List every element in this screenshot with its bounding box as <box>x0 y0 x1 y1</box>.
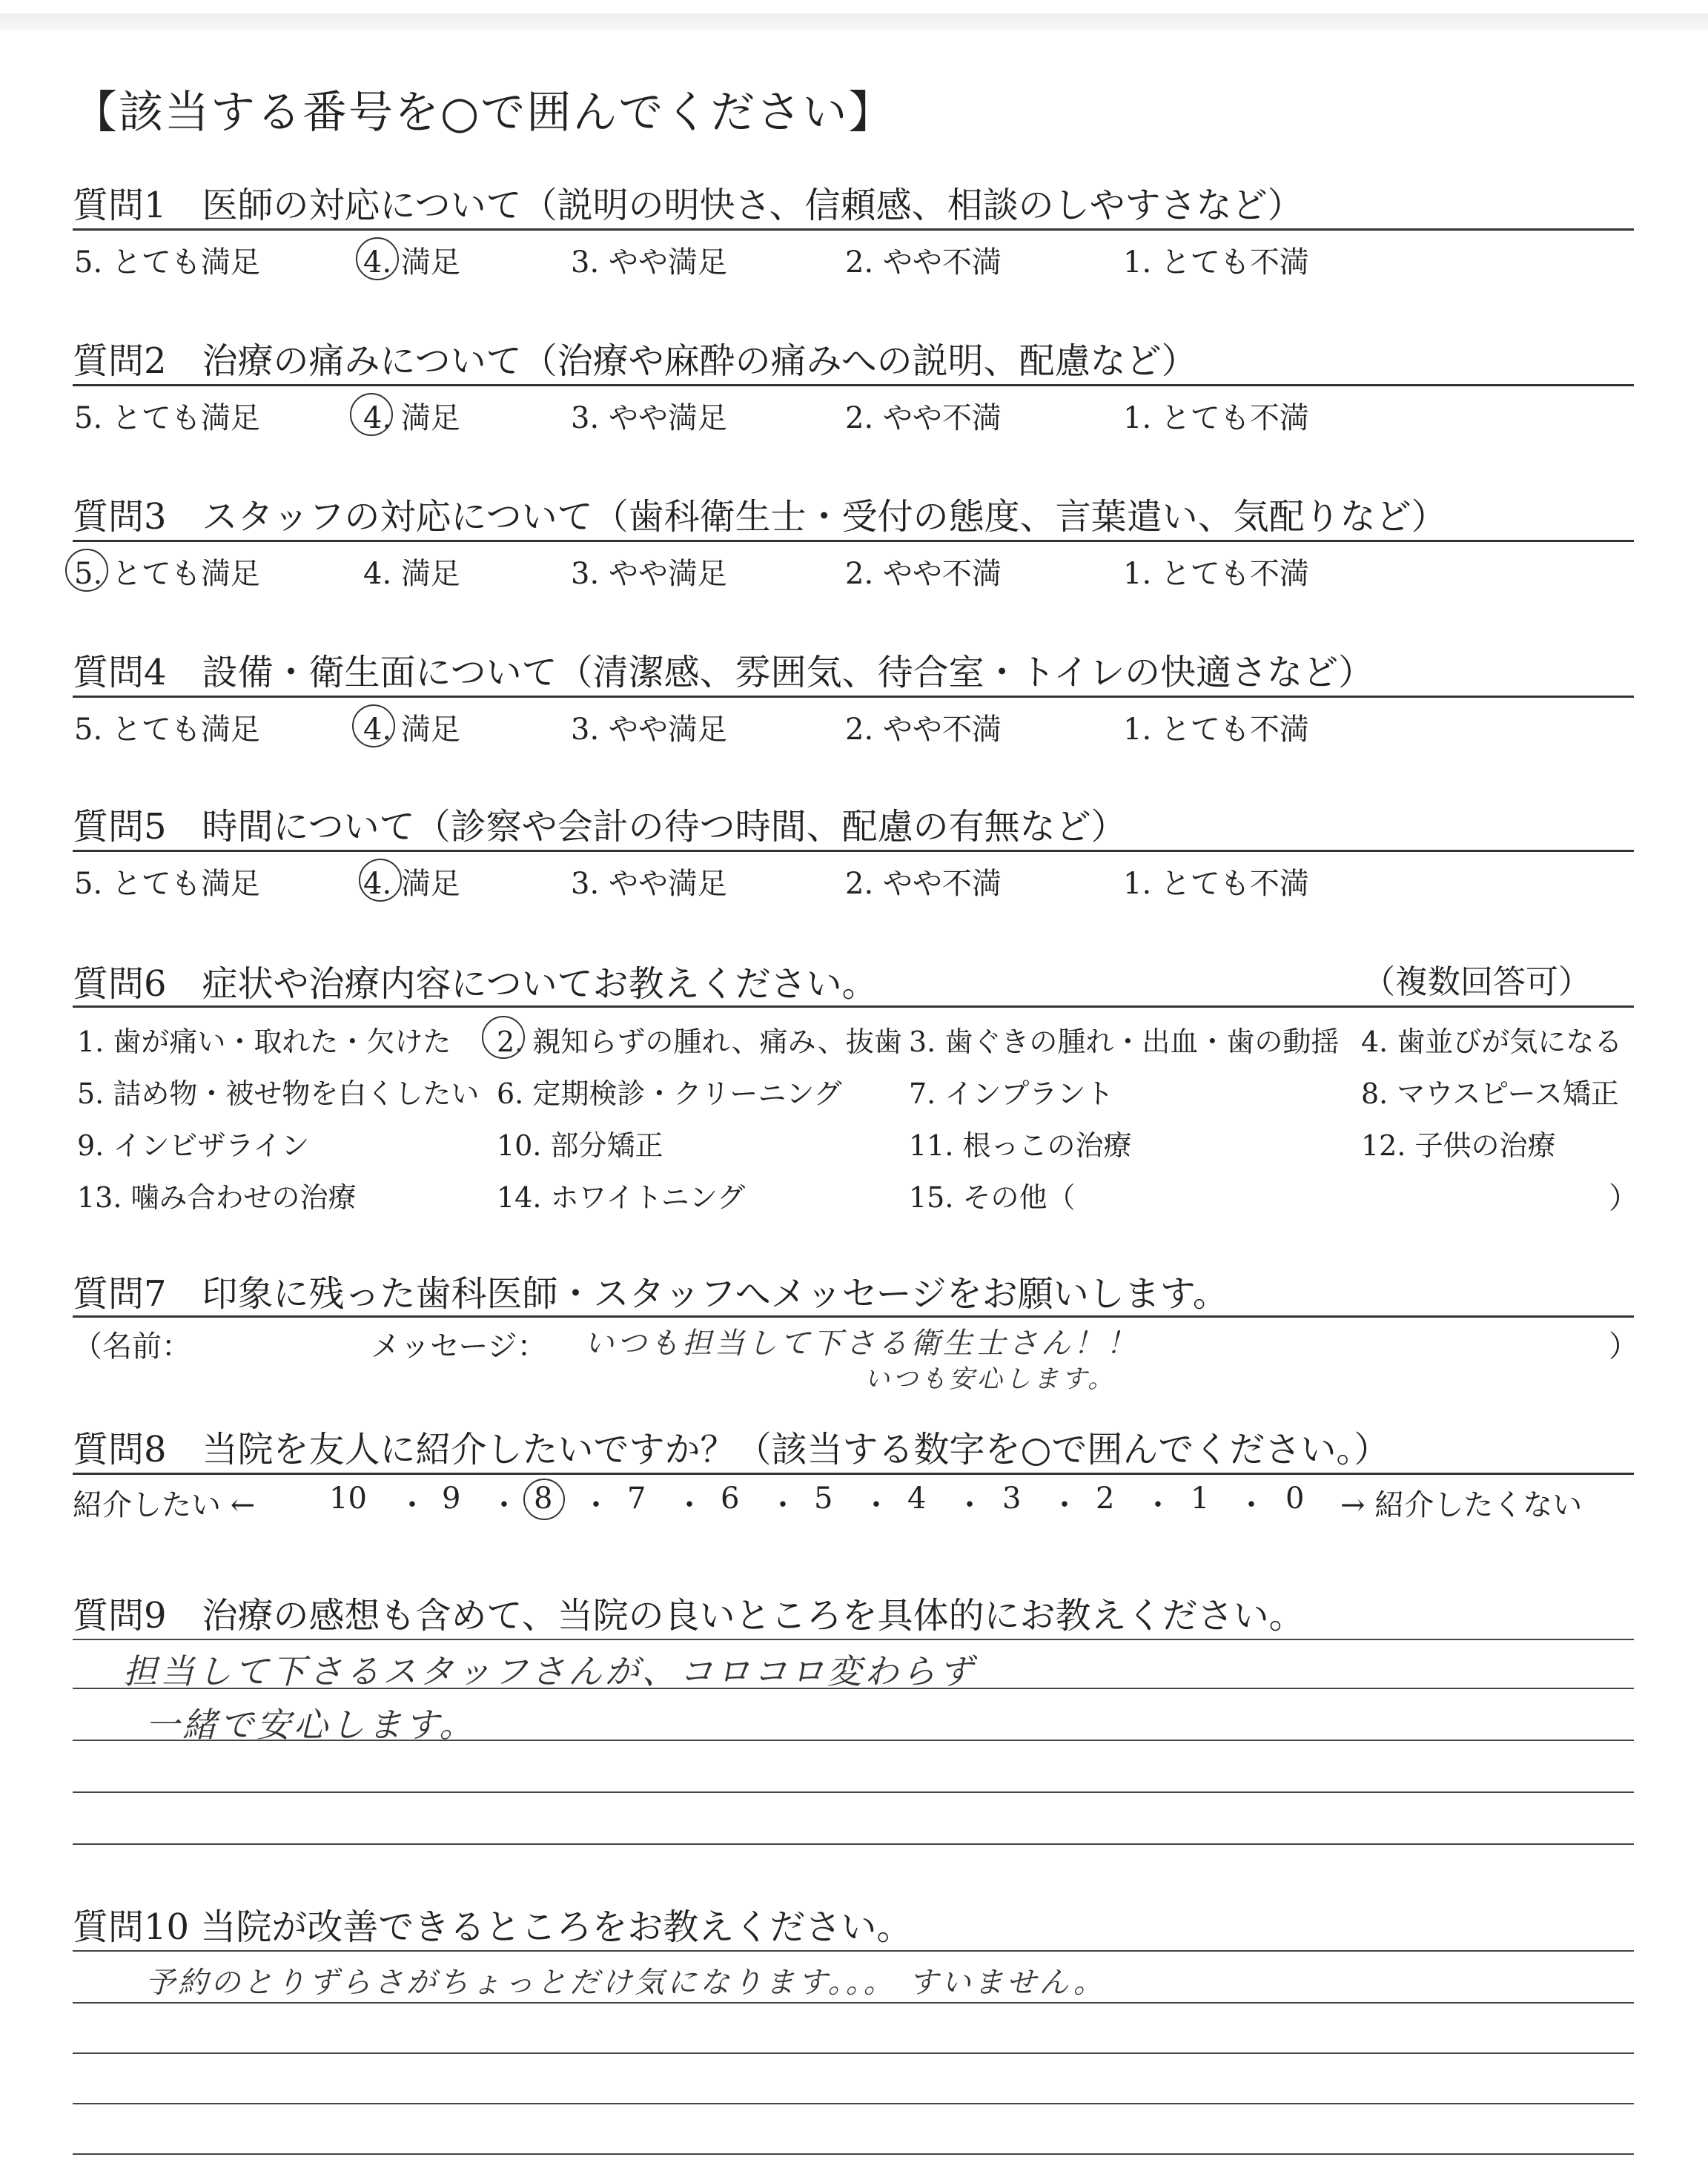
q8-dot: ・ <box>1050 1488 1079 1522</box>
q2-option-5[interactable]: 5. とても満足 <box>74 401 260 435</box>
q4-option-4[interactable]: 4. 満足 <box>363 713 460 747</box>
q4-selection-circle <box>352 704 395 747</box>
question-7-rule <box>73 1315 1634 1318</box>
q6-option-15[interactable]: 15. その他（ <box>909 1181 1076 1214</box>
q10-line-5 <box>73 2153 1634 2155</box>
q7-message-line-2[interactable]: いつも安心します。 <box>864 1364 1116 1394</box>
question-8-rule <box>73 1473 1634 1475</box>
q3-option-2[interactable]: 2. やや不満 <box>845 557 1002 591</box>
q4-option-3[interactable]: 3. やや満足 <box>571 713 727 747</box>
question-8-title: 質問8 当院を友人に紹介したいですか？（該当する数字を○で囲んでください。） <box>73 1429 1390 1470</box>
q8-dot: ・ <box>675 1488 704 1522</box>
q6-option-15-close: ） <box>1609 1181 1638 1215</box>
question-1-title: 質問1 医師の対応について（説明の明快さ、信頼感、相談のしやすさなど） <box>73 185 1303 226</box>
question-5-rule <box>73 850 1634 852</box>
q6-option-11[interactable]: 11. 根っこの治療 <box>909 1129 1132 1162</box>
q6-option-3[interactable]: 3. 歯ぐきの腫れ・出血・歯の動揺 <box>909 1025 1340 1058</box>
q9-line-5 <box>73 1843 1634 1845</box>
q4-option-1[interactable]: 1. とても不満 <box>1123 713 1309 747</box>
q6-option-12[interactable]: 12. 子供の治療 <box>1361 1129 1556 1162</box>
q7-message-label: メッセージ： <box>371 1330 547 1364</box>
question-4-rule <box>73 696 1634 698</box>
question-4-title: 質問4 設備・衛生面について（清潔感、雰囲気、待合室・トイレの快適さなど） <box>73 652 1374 693</box>
q8-dot: ・ <box>861 1488 891 1522</box>
q8-score-5[interactable]: 5 <box>814 1482 833 1516</box>
q6-option-6[interactable]: 6. 定期検診・クリーニング <box>497 1077 842 1110</box>
q7-message-line-1[interactable]: いつも担当して下さる衛生士さん！！ <box>584 1327 1139 1361</box>
q10-line-4 <box>73 2103 1634 2104</box>
q8-score-7[interactable]: 7 <box>627 1482 646 1516</box>
q8-right-label: → 紹介したくない <box>1340 1488 1583 1522</box>
q5-option-4[interactable]: 4. 満足 <box>363 867 460 901</box>
q8-score-6[interactable]: 6 <box>721 1482 740 1516</box>
question-6-note: （複数回答可） <box>1363 963 1591 1001</box>
question-7-title: 質問7 印象に残った歯科医師・スタッフへメッセージをお願いします。 <box>73 1273 1228 1315</box>
q8-dot: ・ <box>768 1488 798 1522</box>
q2-option-1[interactable]: 1. とても不満 <box>1123 401 1309 435</box>
q3-option-4[interactable]: 4. 満足 <box>363 557 460 591</box>
q8-score-2[interactable]: 2 <box>1096 1482 1115 1516</box>
q3-selection-circle <box>65 549 108 592</box>
instruction-header: 【該当する番号を○で囲んでください】 <box>73 87 895 139</box>
q10-line-1 <box>73 1950 1634 1952</box>
q2-option-4[interactable]: 4. 満足 <box>363 401 460 435</box>
q9-line-1 <box>73 1639 1634 1640</box>
q6-option-1[interactable]: 1. 歯が痛い・取れた・欠けた <box>77 1025 451 1058</box>
q4-option-2[interactable]: 2. やや不満 <box>845 713 1002 747</box>
q7-close-paren: ） <box>1609 1330 1638 1364</box>
q10-answer-line-1[interactable]: 予約のとりずらさがちょっとだけ気になります。。。 すいません。 <box>145 1966 1106 2000</box>
question-6-rule <box>73 1005 1634 1008</box>
q8-score-9[interactable]: 9 <box>442 1482 461 1516</box>
q3-option-1[interactable]: 1. とても不満 <box>1123 557 1309 591</box>
scan-top-edge <box>0 13 1708 30</box>
q1-selection-circle <box>356 237 399 280</box>
q10-line-3 <box>73 2052 1634 2054</box>
question-6-title: 質問6 症状や治療内容についてお教えください。 <box>73 963 878 1005</box>
q1-option-4[interactable]: 4. 満足 <box>363 245 460 280</box>
q8-score-10[interactable]: 10 <box>329 1482 367 1516</box>
question-2-rule <box>73 384 1634 386</box>
q2-selection-circle <box>350 393 393 436</box>
q8-score-3[interactable]: 3 <box>1002 1482 1022 1516</box>
q8-score-4[interactable]: 4 <box>907 1482 927 1516</box>
q1-option-5[interactable]: 5. とても満足 <box>74 245 260 280</box>
q8-dot: ・ <box>397 1488 427 1522</box>
q6-selection-circle <box>482 1016 525 1059</box>
q5-option-3[interactable]: 3. やや満足 <box>571 867 727 901</box>
q5-selection-circle <box>359 859 402 902</box>
q10-line-2 <box>73 2002 1634 2004</box>
q1-option-1[interactable]: 1. とても不満 <box>1123 245 1309 280</box>
q4-option-5[interactable]: 5. とても満足 <box>74 713 260 747</box>
question-10-title: 質問10 当院が改善できるところをお教えください。 <box>73 1906 913 1948</box>
q6-option-10[interactable]: 10. 部分矯正 <box>497 1129 663 1162</box>
q6-option-8[interactable]: 8. マウスピース矯正 <box>1361 1077 1619 1110</box>
q6-option-2[interactable]: 2. 親知らずの腫れ、痛み、抜歯 <box>497 1025 902 1058</box>
q8-score-0[interactable]: 0 <box>1285 1482 1305 1516</box>
q3-option-3[interactable]: 3. やや満足 <box>571 557 727 591</box>
q9-answer-line-1[interactable]: 担当して下さるスタッフさんが、コロコロ変わらず <box>123 1651 976 1691</box>
question-2-title: 質問2 治療の痛みについて（治療や麻酔の痛みへの説明、配慮など） <box>73 340 1197 382</box>
q6-option-7[interactable]: 7. インプラント <box>909 1077 1114 1110</box>
question-1-rule <box>73 228 1634 231</box>
q8-dot: ・ <box>581 1488 611 1522</box>
q6-option-13[interactable]: 13. 噛み合わせの治療 <box>77 1181 357 1214</box>
q9-line-4 <box>73 1791 1634 1793</box>
q2-option-2[interactable]: 2. やや不満 <box>845 401 1002 435</box>
q1-option-3[interactable]: 3. やや満足 <box>571 245 727 280</box>
q5-option-5[interactable]: 5. とても満足 <box>74 867 260 901</box>
q8-dot: ・ <box>489 1488 519 1522</box>
q5-option-1[interactable]: 1. とても不満 <box>1123 867 1309 901</box>
q7-name-label: （名前： <box>73 1330 191 1364</box>
q9-answer-line-2[interactable]: 一緒で安心します。 <box>145 1705 477 1745</box>
q8-dot: ・ <box>1237 1488 1266 1522</box>
q8-dot: ・ <box>1143 1488 1173 1522</box>
q1-option-2[interactable]: 2. やや不満 <box>845 245 1002 280</box>
question-3-rule <box>73 540 1634 542</box>
q8-left-label: 紹介したい ← <box>73 1488 256 1522</box>
q5-option-2[interactable]: 2. やや不満 <box>845 867 1002 901</box>
q8-selection-circle <box>523 1479 565 1520</box>
q8-score-1[interactable]: 1 <box>1191 1482 1210 1516</box>
q2-option-3[interactable]: 3. やや満足 <box>571 401 727 435</box>
question-3-title: 質問3 スタッフの対応について（歯科衛生士・受付の態度、言葉遣い、気配りなど） <box>73 496 1447 538</box>
q6-option-4[interactable]: 4. 歯並びが気になる <box>1361 1025 1623 1058</box>
question-9-title: 質問9 治療の感想も含めて、当院の良いところを具体的にお教えください。 <box>73 1595 1305 1636</box>
q8-dot: ・ <box>955 1488 984 1522</box>
q6-option-5[interactable]: 5. 詰め物・被せ物を白くしたい <box>77 1077 480 1110</box>
question-5-title: 質問5 時間について（診察や会計の待つ時間、配慮の有無など） <box>73 806 1127 848</box>
q3-option-5[interactable]: 5. とても満足 <box>74 557 260 591</box>
q6-option-9[interactable]: 9. インビザライン <box>77 1129 310 1162</box>
q6-option-14[interactable]: 14. ホワイトニング <box>497 1181 746 1214</box>
q8-score-8[interactable]: 8 <box>534 1482 553 1516</box>
